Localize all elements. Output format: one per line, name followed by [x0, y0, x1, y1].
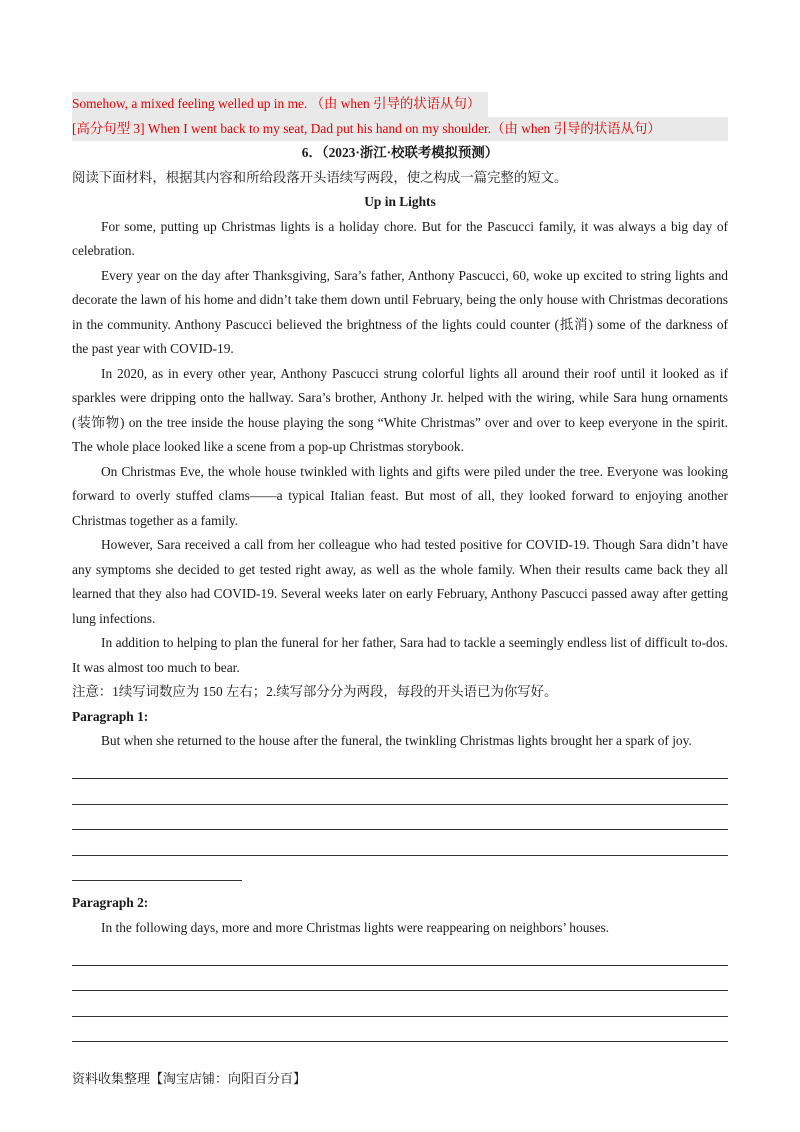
answer-line[interactable] — [72, 754, 728, 780]
paragraph1-opening: But when she returned to the house after the funeral, the twinkling Christmas lights brought her a spark of joy. — [101, 733, 692, 748]
story-paragraph: On Christmas Eve, the whole house twinkled with lights and gifts were piled under the tree. Everyone was looking forward to overly stuffed clams——a typical Italian feast. But most of all, they looked forward to enjoying another Christmas together as a family. — [72, 463, 728, 528]
paragraph2-label: Paragraph 2: — [72, 895, 149, 910]
question-heading: 6．（2023·浙江·校联考模拟预测） — [301, 145, 499, 160]
paragraph1-label: Paragraph 1: — [72, 708, 149, 724]
story-title: Up in Lights — [364, 194, 436, 209]
highlight-sentence-1: Somehow, a mixed feeling welled up in me. （由 when 引导的状语从句） — [72, 92, 488, 117]
story-paragraph: In 2020, as in every other year, Anthony Pascucci strung colorful lights all around their roof until it looked as if sparkles were dripping onto the hallway. Sara’s brother, Anthony Jr. helped with the wiring, while Sara hung ornaments (装饰物) on the tree inside the house playing the song “White Christmas” over and over to keep everyone in the spirit. The whole place looked like a scene from a pop-up Christmas storybook. — [72, 365, 728, 454]
story-paragraph: For some, putting up Christmas lights is a holiday chore. But for the Pascucci family, it was always a big day of celebration. — [72, 218, 728, 258]
answer-line[interactable] — [72, 805, 728, 831]
answer-line[interactable] — [72, 779, 728, 805]
highlight-sentence-2: [高分句型 3] When I went back to my seat, Dad put his hand on my shoulder.（由 when 引导的状语从句） — [72, 117, 728, 142]
answer-line[interactable] — [72, 991, 728, 1017]
document-page — [72, 92, 728, 1042]
story-paragraph: However, Sara received a call from her colleague who had tested positive for COVID-19. Though Sara didn’t have any symptoms she decided to get tested right away, as well as the whole family. When their results came back they all learned that they also had COVID-19. Several weeks later on early February, Anthony Pascucci passed away after getting lung infections. — [72, 537, 728, 626]
answer-line[interactable] — [72, 966, 728, 992]
story-paragraph: Every year on the day after Thanksgiving, Sara’s father, Anthony Pascucci, 60, woke up excited to string lights and decorate the lawn of his home and didn’t take them down until February, being the only house with Christmas decorations in the community. Anthony Pascucci believed the brightness of the lights could counter (抵消) some of the darkness of the past year with COVID-19. — [72, 267, 728, 356]
answer-line[interactable] — [72, 856, 242, 882]
note: 注意：1续写词数应为 150 左右；2.续写部分分为两段，每段的开头语已为你写好。 — [72, 684, 558, 699]
answer-line[interactable] — [72, 1017, 728, 1043]
story-paragraph: In addition to helping to plan the funeral for her father, Sara had to tackle a seemingly endless list of difficult to-dos. It was almost too much to bear. — [72, 635, 728, 675]
instructions: 阅读下面材料，根据其内容和所给段落开头语续写两段，使之构成一篇完整的短文。 — [72, 169, 568, 185]
answer-line[interactable] — [72, 940, 728, 966]
paragraph2-opening: In the following days, more and more Christmas lights were reappearing on neighbors’ houses. — [101, 919, 610, 935]
footer-text: 资料收集整理【淘宝店铺：向阳百分百】 — [72, 1072, 307, 1087]
answer-line[interactable] — [72, 830, 728, 856]
